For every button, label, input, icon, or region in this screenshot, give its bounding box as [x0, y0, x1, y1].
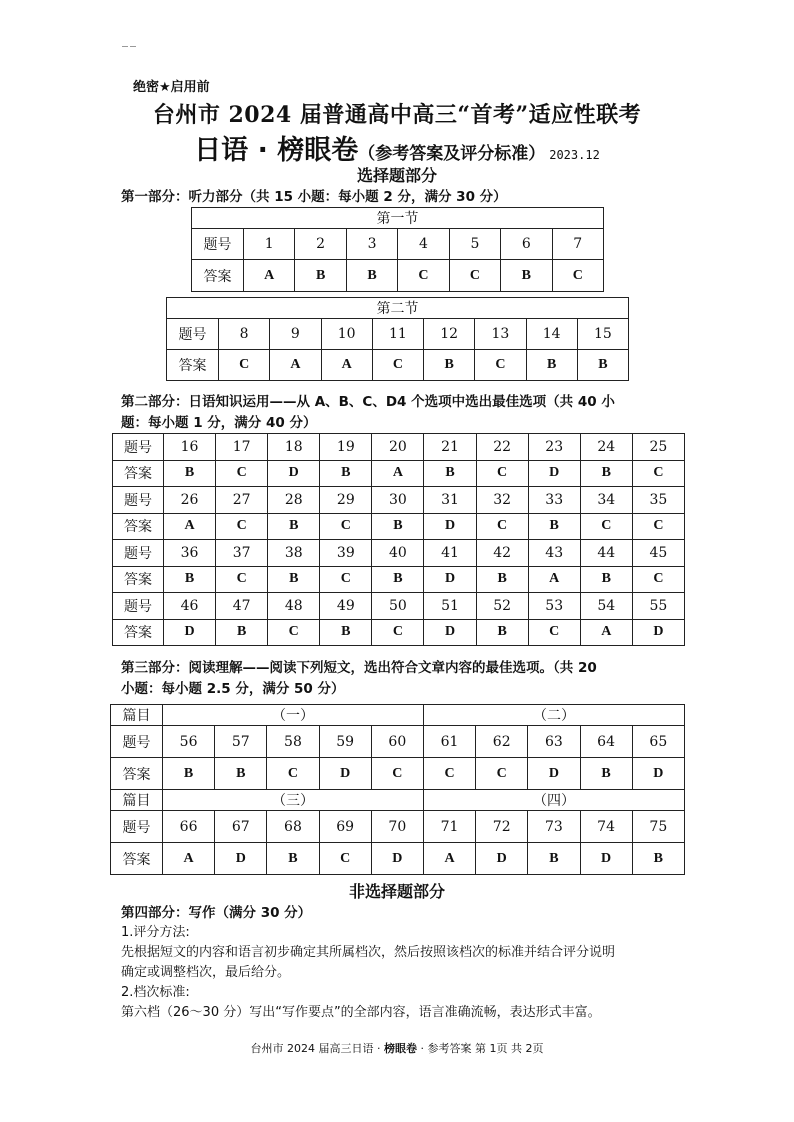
- question-number: 9: [270, 319, 321, 350]
- question-number: 56: [163, 726, 215, 758]
- question-number: 55: [632, 593, 684, 620]
- question-number: 69: [319, 811, 371, 843]
- question-number: 59: [319, 726, 371, 758]
- question-number: 26: [164, 487, 216, 514]
- page-footer: [0, 1040, 794, 1056]
- answer-cell: B: [268, 566, 320, 593]
- question-number: 58: [267, 726, 319, 758]
- answer-cell: B: [164, 566, 216, 593]
- passage-label: （三）: [163, 790, 424, 811]
- answer-cell: D: [424, 513, 476, 540]
- row-label-number: 题号: [167, 319, 219, 350]
- question-number: 18: [268, 434, 320, 461]
- question-number: 46: [164, 593, 216, 620]
- row-label-passage: 篇目: [111, 790, 163, 811]
- answer-cell: B: [580, 566, 632, 593]
- answer-cell: D: [268, 460, 320, 487]
- part3-heading-line2: 小题：每小题 2.5 分，满分 50 分）: [121, 681, 345, 697]
- answer-cell: C: [267, 758, 319, 790]
- row-label-answer: 答案: [111, 758, 163, 790]
- question-number: 32: [476, 487, 528, 514]
- listening-table-1: [191, 207, 604, 292]
- passage-label: （一）: [163, 705, 424, 726]
- row-label-answer: 答案: [167, 350, 219, 381]
- question-number: 45: [632, 540, 684, 567]
- part4-heading: 第四部分：写作（满分 30 分）: [121, 905, 312, 921]
- exam-date: 2023.12: [549, 148, 600, 162]
- answer-cell: B: [528, 513, 580, 540]
- answer-cell: C: [372, 619, 424, 646]
- answer-cell: C: [580, 513, 632, 540]
- answer-key-label: （参考答案及评分标准）: [358, 144, 546, 164]
- question-number: 8: [219, 319, 270, 350]
- answer-cell: B: [216, 619, 268, 646]
- answer-cell: C: [476, 758, 528, 790]
- answer-cell: D: [580, 843, 632, 875]
- answer-cell: C: [449, 260, 500, 292]
- answer-cell: B: [267, 843, 319, 875]
- answer-cell: D: [632, 619, 684, 646]
- answer-cell: C: [423, 758, 475, 790]
- table-caption: 第一节: [192, 208, 604, 229]
- question-number: 24: [580, 434, 632, 461]
- answer-cell: B: [346, 260, 397, 292]
- answer-cell: B: [476, 619, 528, 646]
- question-number: 25: [632, 434, 684, 461]
- exam-title: 台州市 2024 届普通高中高三“首考”适应性联考: [152, 102, 642, 128]
- answer-cell: C: [632, 460, 684, 487]
- question-number: 68: [267, 811, 319, 843]
- answer-cell: B: [528, 843, 580, 875]
- answer-cell: C: [371, 758, 423, 790]
- question-number: 67: [215, 811, 267, 843]
- answer-cell: B: [320, 460, 372, 487]
- answer-cell: D: [424, 566, 476, 593]
- answer-cell: D: [476, 843, 528, 875]
- row-label-number: 题号: [111, 726, 163, 758]
- answer-cell: A: [580, 619, 632, 646]
- answer-cell: C: [216, 460, 268, 487]
- question-number: 12: [424, 319, 475, 350]
- row-label-passage: 篇目: [111, 705, 163, 726]
- question-number: 49: [320, 593, 372, 620]
- answer-cell: A: [372, 460, 424, 487]
- answer-cell: A: [321, 350, 372, 381]
- question-number: 21: [424, 434, 476, 461]
- criteria-line: 第六档（26～30 分）写出“写作要点”的全部内容，语言准确流畅，表达形式丰富。: [121, 1005, 601, 1020]
- question-number: 6: [501, 229, 552, 260]
- answer-cell: D: [424, 619, 476, 646]
- answer-cell: B: [320, 619, 372, 646]
- row-label-number: 题号: [113, 487, 164, 514]
- question-number: 31: [424, 487, 476, 514]
- answer-cell: A: [423, 843, 475, 875]
- question-number: 23: [528, 434, 580, 461]
- question-number: 62: [476, 726, 528, 758]
- question-number: 33: [528, 487, 580, 514]
- answer-cell: D: [632, 758, 684, 790]
- answer-cell: D: [164, 619, 216, 646]
- question-number: 17: [216, 434, 268, 461]
- criteria-line: 先根据短文的内容和语言初步确定其所属档次，然后按照该档次的标准并结合评分说明: [121, 945, 616, 960]
- confidential-label: 绝密★启用前: [133, 80, 210, 95]
- answer-cell: B: [372, 566, 424, 593]
- answer-cell: B: [424, 350, 475, 381]
- answer-cell: C: [216, 513, 268, 540]
- answer-cell: D: [215, 843, 267, 875]
- question-number: 38: [268, 540, 320, 567]
- question-number: 15: [577, 319, 628, 350]
- question-number: 75: [632, 811, 684, 843]
- criteria-line: 2.档次标准:: [121, 985, 190, 1000]
- answer-cell: B: [526, 350, 577, 381]
- row-label-number: 题号: [192, 229, 244, 260]
- answer-cell: B: [580, 758, 632, 790]
- question-number: 54: [580, 593, 632, 620]
- question-number: 60: [371, 726, 423, 758]
- part1-heading: 第一部分：听力部分（共 15 小题：每小题 2 分，满分 30 分）: [121, 189, 507, 205]
- question-number: 36: [164, 540, 216, 567]
- part2-heading-line2: 题：每小题 1 分，满分 40 分）: [121, 415, 317, 431]
- answer-cell: C: [268, 619, 320, 646]
- listening-table-2: [166, 297, 629, 381]
- question-number: 34: [580, 487, 632, 514]
- question-number: 11: [372, 319, 423, 350]
- question-number: 16: [164, 434, 216, 461]
- exam-subtitle: [0, 128, 794, 167]
- question-number: 22: [476, 434, 528, 461]
- question-number: 35: [632, 487, 684, 514]
- scan-mark: [122, 46, 128, 47]
- question-number: 71: [423, 811, 475, 843]
- answer-cell: C: [632, 566, 684, 593]
- row-label-answer: 答案: [113, 460, 164, 487]
- question-number: 14: [526, 319, 577, 350]
- answer-cell: A: [528, 566, 580, 593]
- question-number: 20: [372, 434, 424, 461]
- subject-title: 日语 · 榜眼卷: [194, 135, 359, 166]
- reading-table: [110, 704, 685, 875]
- section-choice-title: 选择题部分: [356, 166, 437, 185]
- table-caption: 第二节: [167, 298, 629, 319]
- criteria-line: 确定或调整档次，最后给分。: [121, 965, 291, 980]
- question-number: 50: [372, 593, 424, 620]
- question-number: 73: [528, 811, 580, 843]
- question-number: 65: [632, 726, 684, 758]
- answer-cell: B: [163, 758, 215, 790]
- row-label-number: 题号: [113, 593, 164, 620]
- question-number: 28: [268, 487, 320, 514]
- row-label-answer: 答案: [111, 843, 163, 875]
- answer-cell: B: [295, 260, 346, 292]
- answer-cell: C: [372, 350, 423, 381]
- question-number: 19: [320, 434, 372, 461]
- answer-cell: B: [372, 513, 424, 540]
- question-number: 40: [372, 540, 424, 567]
- question-number: 63: [528, 726, 580, 758]
- question-number: 57: [215, 726, 267, 758]
- answer-cell: A: [164, 513, 216, 540]
- question-number: 64: [580, 726, 632, 758]
- answer-cell: C: [319, 843, 371, 875]
- answer-cell: B: [580, 460, 632, 487]
- answer-cell: C: [398, 260, 449, 292]
- question-number: 30: [372, 487, 424, 514]
- answer-cell: D: [371, 843, 423, 875]
- answer-cell: B: [215, 758, 267, 790]
- answer-cell: D: [319, 758, 371, 790]
- question-number: 43: [528, 540, 580, 567]
- answer-cell: C: [475, 350, 526, 381]
- answer-cell: B: [268, 513, 320, 540]
- row-label-answer: 答案: [113, 566, 164, 593]
- question-number: 41: [424, 540, 476, 567]
- question-number: 10: [321, 319, 372, 350]
- answer-cell: C: [320, 513, 372, 540]
- question-number: 51: [424, 593, 476, 620]
- section-nonchoice-title: 非选择题部分: [348, 882, 445, 901]
- question-number: 37: [216, 540, 268, 567]
- answer-cell: A: [270, 350, 321, 381]
- question-number: 3: [346, 229, 397, 260]
- answer-cell: B: [577, 350, 628, 381]
- question-number: 72: [476, 811, 528, 843]
- answer-cell: C: [528, 619, 580, 646]
- question-number: 5: [449, 229, 500, 260]
- answer-cell: B: [501, 260, 552, 292]
- answer-cell: C: [320, 566, 372, 593]
- scan-mark: [130, 46, 136, 47]
- answer-cell: C: [476, 513, 528, 540]
- answer-cell: A: [244, 260, 295, 292]
- row-label-answer: 答案: [192, 260, 244, 292]
- question-number: 70: [371, 811, 423, 843]
- question-number: 52: [476, 593, 528, 620]
- answer-cell: C: [552, 260, 603, 292]
- question-number: 53: [528, 593, 580, 620]
- answer-cell: B: [424, 460, 476, 487]
- writing-criteria: [121, 923, 691, 1023]
- row-label-number: 题号: [113, 540, 164, 567]
- footer-suffix: · 参考答案 第 1页 共 2页: [417, 1042, 544, 1055]
- question-number: 7: [552, 229, 603, 260]
- knowledge-table: [112, 433, 685, 646]
- answer-cell: C: [476, 460, 528, 487]
- question-number: 4: [398, 229, 449, 260]
- question-number: 27: [216, 487, 268, 514]
- passage-label: （四）: [423, 790, 684, 811]
- question-number: 61: [423, 726, 475, 758]
- row-label-number: 题号: [113, 434, 164, 461]
- question-number: 13: [475, 319, 526, 350]
- answer-cell: C: [216, 566, 268, 593]
- answer-cell: A: [163, 843, 215, 875]
- answer-cell: D: [528, 758, 580, 790]
- question-number: 44: [580, 540, 632, 567]
- question-number: 29: [320, 487, 372, 514]
- answer-cell: B: [476, 566, 528, 593]
- question-number: 66: [163, 811, 215, 843]
- answer-cell: C: [632, 513, 684, 540]
- answer-cell: C: [219, 350, 270, 381]
- footer-bold: 榜眼卷: [384, 1042, 417, 1055]
- part3-heading-line1: 第三部分：阅读理解——阅读下列短文，选出符合文章内容的最佳选项。（共 20: [121, 660, 597, 676]
- criteria-line: 1.评分方法:: [121, 925, 190, 940]
- question-number: 47: [216, 593, 268, 620]
- question-number: 39: [320, 540, 372, 567]
- question-number: 48: [268, 593, 320, 620]
- row-label-answer: 答案: [113, 619, 164, 646]
- question-number: 2: [295, 229, 346, 260]
- row-label-answer: 答案: [113, 513, 164, 540]
- answer-cell: B: [164, 460, 216, 487]
- passage-label: （二）: [423, 705, 684, 726]
- question-number: 1: [244, 229, 295, 260]
- answer-cell: B: [632, 843, 684, 875]
- question-number: 42: [476, 540, 528, 567]
- footer-prefix: 台州市 2024 届高三日语 ·: [250, 1042, 384, 1055]
- part2-heading-line1: 第二部分：日语知识运用——从 A、B、C、D4 个选项中选出最佳选项（共 40 小: [121, 394, 615, 410]
- answer-cell: D: [528, 460, 580, 487]
- question-number: 74: [580, 811, 632, 843]
- row-label-number: 题号: [111, 811, 163, 843]
